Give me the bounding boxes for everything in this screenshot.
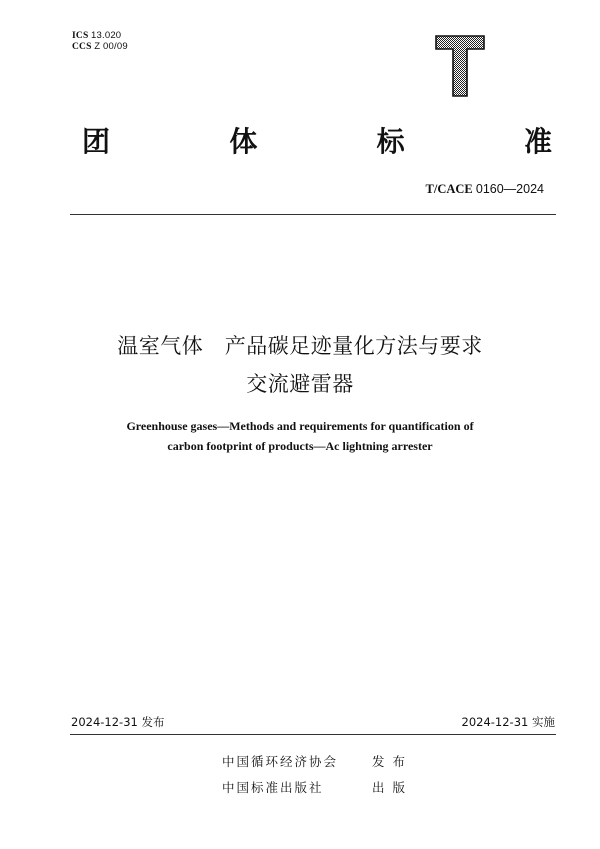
ccs-label: CCS [72, 42, 92, 52]
publisher-action: 出版 [372, 780, 414, 795]
heading-char: 团 [82, 125, 111, 158]
heading-char: 准 [523, 125, 552, 158]
ccs-code [72, 41, 128, 53]
publisher-row [222, 752, 422, 770]
title-en-line1: Greenhouse gases—Methods and requirements for quantification of [126, 419, 474, 433]
title-zh-line2: 交流避雷器 [246, 372, 354, 396]
title-zh-line1: 温室气体 产品碳足迹量化方法与要求 [117, 334, 483, 358]
t-logo-icon [434, 34, 486, 98]
heading-char: 体 [229, 125, 258, 158]
standard-number-value: 0160—2024 [475, 182, 544, 196]
implementation-date: 2024-12-31 实施 [461, 715, 555, 729]
bottom-divider [70, 734, 556, 735]
document-type-heading [82, 120, 552, 160]
title-en-line2: carbon footprint of products—Ac lightning arrester [167, 439, 433, 453]
top-divider [70, 214, 556, 215]
ics-label: ICS [72, 31, 89, 41]
publisher-name: 中国标准出版社 [222, 780, 324, 795]
issue-date: 2024-12-31 发布 [71, 715, 165, 729]
publisher-row [222, 778, 422, 796]
publisher-action: 发布 [372, 754, 414, 769]
publisher-name: 中国循环经济协会 [222, 754, 339, 769]
ics-value: 13.020 [91, 30, 122, 41]
heading-char: 标 [376, 125, 405, 158]
standard-prefix: T/CACE [425, 182, 473, 196]
ccs-value: Z 00/09 [94, 41, 128, 52]
standard-number [426, 182, 544, 197]
